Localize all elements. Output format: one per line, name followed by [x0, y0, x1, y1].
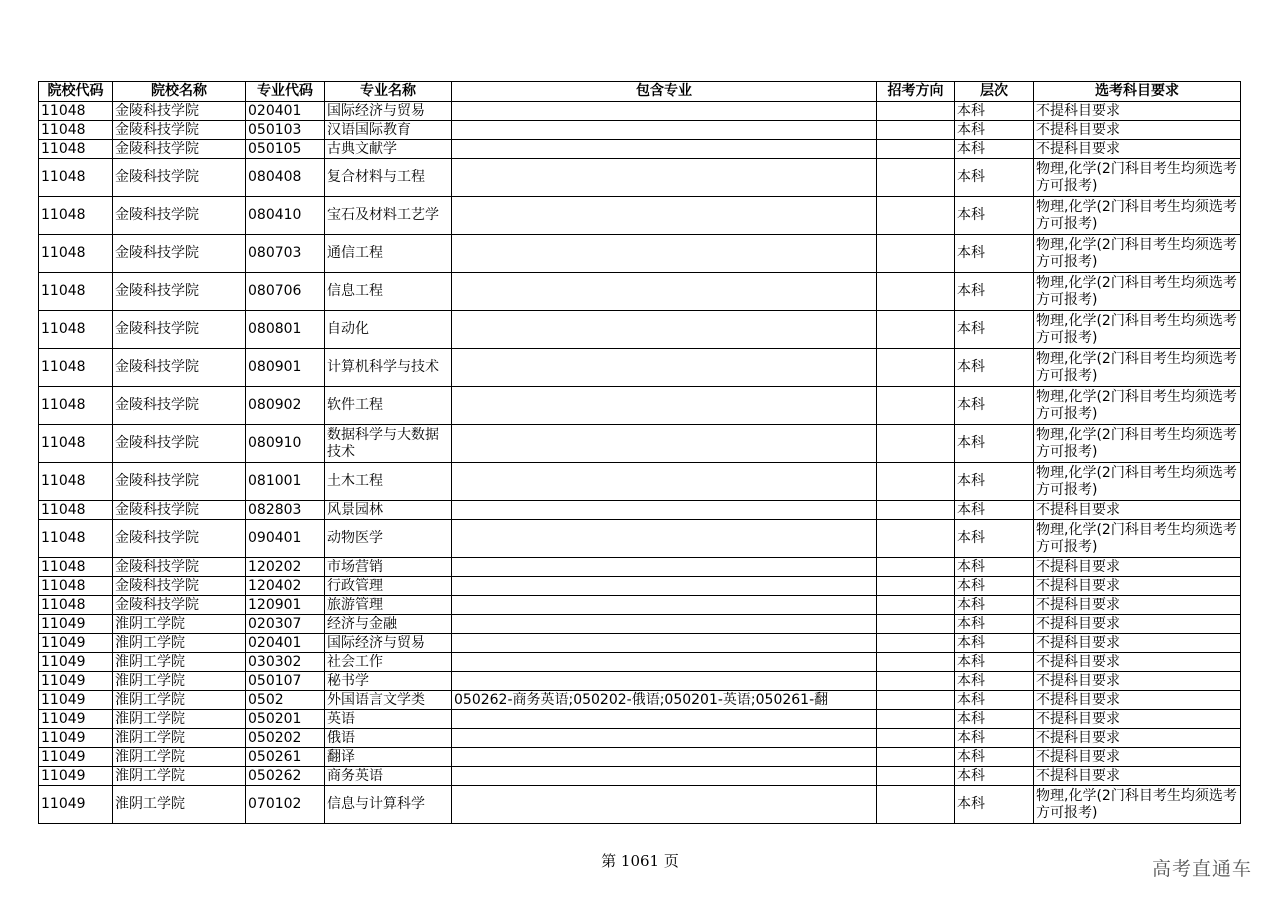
table-row	[39, 387, 1241, 425]
table-body	[39, 102, 1241, 824]
cell-school-name: 淮阴工学院	[113, 672, 246, 691]
cell-subject-requirement: 物理,化学(2门科目考生均须选考方可报考)	[1034, 159, 1241, 197]
cell-school-name: 淮阴工学院	[113, 786, 246, 824]
cell-included-majors	[452, 197, 877, 235]
cell-school-code: 11049	[39, 748, 113, 767]
cell-major-code: 050103	[246, 121, 325, 140]
cell-included-majors	[452, 311, 877, 349]
cell-level: 本科	[955, 463, 1034, 501]
cell-school-code: 11048	[39, 558, 113, 577]
cell-direction	[877, 197, 955, 235]
cell-level: 本科	[955, 235, 1034, 273]
cell-major-code: 120402	[246, 577, 325, 596]
cell-major-code: 050105	[246, 140, 325, 159]
cell-level: 本科	[955, 501, 1034, 520]
header-school-name: 院校名称	[113, 82, 246, 102]
cell-level: 本科	[955, 349, 1034, 387]
table-row	[39, 577, 1241, 596]
cell-subject-requirement: 物理,化学(2门科目考生均须选考方可报考)	[1034, 387, 1241, 425]
cell-school-name: 金陵科技学院	[113, 273, 246, 311]
cell-subject-requirement: 不提科目要求	[1034, 102, 1241, 121]
cell-included-majors	[452, 349, 877, 387]
table-row	[39, 349, 1241, 387]
cell-major-code: 080902	[246, 387, 325, 425]
cell-major-name: 信息工程	[325, 273, 452, 311]
cell-direction	[877, 140, 955, 159]
cell-major-name: 软件工程	[325, 387, 452, 425]
cell-level: 本科	[955, 786, 1034, 824]
cell-school-code: 11048	[39, 140, 113, 159]
cell-level: 本科	[955, 596, 1034, 615]
cell-direction	[877, 767, 955, 786]
cell-included-majors	[452, 159, 877, 197]
cell-level: 本科	[955, 748, 1034, 767]
cell-major-name: 国际经济与贸易	[325, 102, 452, 121]
cell-included-majors	[452, 672, 877, 691]
cell-school-name: 金陵科技学院	[113, 235, 246, 273]
cell-school-code: 11049	[39, 710, 113, 729]
cell-included-majors	[452, 501, 877, 520]
cell-major-code: 070102	[246, 786, 325, 824]
cell-school-code: 11049	[39, 729, 113, 748]
cell-included-majors	[452, 463, 877, 501]
cell-direction	[877, 273, 955, 311]
cell-school-name: 金陵科技学院	[113, 463, 246, 501]
cell-school-name: 金陵科技学院	[113, 121, 246, 140]
cell-major-code: 080408	[246, 159, 325, 197]
cell-direction	[877, 729, 955, 748]
header-subject-requirement: 选考科目要求	[1034, 82, 1241, 102]
cell-major-name: 古典文献学	[325, 140, 452, 159]
cell-major-name: 秘书学	[325, 672, 452, 691]
cell-major-name: 外国语言文学类	[325, 691, 452, 710]
cell-major-name: 计算机科学与技术	[325, 349, 452, 387]
cell-major-code: 120901	[246, 596, 325, 615]
cell-school-name: 金陵科技学院	[113, 520, 246, 558]
table-row	[39, 235, 1241, 273]
cell-school-name: 金陵科技学院	[113, 387, 246, 425]
table-row	[39, 311, 1241, 349]
cell-level: 本科	[955, 273, 1034, 311]
cell-subject-requirement: 物理,化学(2门科目考生均须选考方可报考)	[1034, 311, 1241, 349]
cell-major-code: 080910	[246, 425, 325, 463]
cell-school-name: 金陵科技学院	[113, 577, 246, 596]
table-row	[39, 634, 1241, 653]
cell-school-code: 11048	[39, 425, 113, 463]
cell-subject-requirement: 不提科目要求	[1034, 672, 1241, 691]
cell-school-code: 11048	[39, 102, 113, 121]
cell-major-name: 复合材料与工程	[325, 159, 452, 197]
cell-level: 本科	[955, 311, 1034, 349]
table-row	[39, 596, 1241, 615]
cell-direction	[877, 596, 955, 615]
cell-direction	[877, 634, 955, 653]
cell-direction	[877, 577, 955, 596]
cell-direction	[877, 463, 955, 501]
cell-major-code: 080703	[246, 235, 325, 273]
cell-major-code: 080801	[246, 311, 325, 349]
cell-subject-requirement: 物理,化学(2门科目考生均须选考方可报考)	[1034, 349, 1241, 387]
header-level: 层次	[955, 82, 1034, 102]
cell-major-code: 030302	[246, 653, 325, 672]
cell-level: 本科	[955, 615, 1034, 634]
watermark-logo-text: 高考直通车	[1151, 858, 1252, 880]
cell-school-code: 11049	[39, 691, 113, 710]
cell-major-code: 050202	[246, 729, 325, 748]
cell-level: 本科	[955, 140, 1034, 159]
cell-subject-requirement: 物理,化学(2门科目考生均须选考方可报考)	[1034, 197, 1241, 235]
cell-major-name: 英语	[325, 710, 452, 729]
table-row	[39, 102, 1241, 121]
cell-major-code: 120202	[246, 558, 325, 577]
cell-direction	[877, 311, 955, 349]
cell-major-name: 经济与金融	[325, 615, 452, 634]
cell-school-code: 11049	[39, 672, 113, 691]
header-major-name: 专业名称	[325, 82, 452, 102]
cell-included-majors	[452, 634, 877, 653]
cell-level: 本科	[955, 197, 1034, 235]
header-included-majors: 包含专业	[452, 82, 877, 102]
cell-direction	[877, 691, 955, 710]
cell-subject-requirement: 不提科目要求	[1034, 577, 1241, 596]
header-school-code: 院校代码	[39, 82, 113, 102]
cell-major-name: 动物医学	[325, 520, 452, 558]
table-row	[39, 710, 1241, 729]
cell-school-code: 11048	[39, 349, 113, 387]
cell-school-name: 金陵科技学院	[113, 311, 246, 349]
cell-major-name: 数据科学与大数据技术	[325, 425, 452, 463]
cell-school-code: 11049	[39, 634, 113, 653]
table-row	[39, 197, 1241, 235]
cell-subject-requirement: 物理,化学(2门科目考生均须选考方可报考)	[1034, 520, 1241, 558]
cell-major-code: 082803	[246, 501, 325, 520]
cell-major-code: 050261	[246, 748, 325, 767]
cell-major-name: 翻译	[325, 748, 452, 767]
cell-major-name: 宝石及材料工艺学	[325, 197, 452, 235]
cell-direction	[877, 653, 955, 672]
table-row	[39, 273, 1241, 311]
cell-direction	[877, 425, 955, 463]
cell-included-majors	[452, 235, 877, 273]
cell-school-code: 11048	[39, 501, 113, 520]
cell-included-majors	[452, 558, 877, 577]
cell-level: 本科	[955, 767, 1034, 786]
cell-included-majors: 050262-商务英语;050202-俄语;050201-英语;050261-翻	[452, 691, 877, 710]
cell-major-code: 090401	[246, 520, 325, 558]
cell-major-code: 020401	[246, 634, 325, 653]
table-row	[39, 672, 1241, 691]
table-row	[39, 501, 1241, 520]
cell-school-name: 金陵科技学院	[113, 159, 246, 197]
cell-school-name: 金陵科技学院	[113, 349, 246, 387]
cell-direction	[877, 159, 955, 197]
table-row	[39, 786, 1241, 824]
cell-school-name: 金陵科技学院	[113, 425, 246, 463]
cell-level: 本科	[955, 710, 1034, 729]
cell-school-code: 11048	[39, 311, 113, 349]
cell-school-name: 金陵科技学院	[113, 102, 246, 121]
cell-major-code: 050107	[246, 672, 325, 691]
cell-included-majors	[452, 786, 877, 824]
cell-major-code: 020401	[246, 102, 325, 121]
cell-included-majors	[452, 387, 877, 425]
cell-major-name: 信息与计算科学	[325, 786, 452, 824]
cell-school-code: 11049	[39, 615, 113, 634]
cell-school-code: 11049	[39, 767, 113, 786]
cell-included-majors	[452, 520, 877, 558]
cell-direction	[877, 672, 955, 691]
cell-direction	[877, 520, 955, 558]
cell-included-majors	[452, 577, 877, 596]
cell-direction	[877, 501, 955, 520]
cell-school-code: 11048	[39, 121, 113, 140]
cell-major-code: 050262	[246, 767, 325, 786]
table-row	[39, 767, 1241, 786]
cell-subject-requirement: 不提科目要求	[1034, 121, 1241, 140]
cell-included-majors	[452, 653, 877, 672]
table-row	[39, 425, 1241, 463]
cell-subject-requirement: 不提科目要求	[1034, 710, 1241, 729]
cell-major-name: 俄语	[325, 729, 452, 748]
cell-included-majors	[452, 748, 877, 767]
cell-major-name: 土木工程	[325, 463, 452, 501]
cell-school-code: 11048	[39, 273, 113, 311]
cell-direction	[877, 102, 955, 121]
cell-major-name: 自动化	[325, 311, 452, 349]
cell-included-majors	[452, 596, 877, 615]
table-row	[39, 615, 1241, 634]
cell-subject-requirement: 不提科目要求	[1034, 140, 1241, 159]
cell-included-majors	[452, 767, 877, 786]
cell-subject-requirement: 物理,化学(2门科目考生均须选考方可报考)	[1034, 425, 1241, 463]
cell-subject-requirement: 不提科目要求	[1034, 501, 1241, 520]
cell-subject-requirement: 物理,化学(2门科目考生均须选考方可报考)	[1034, 463, 1241, 501]
cell-major-name: 市场营销	[325, 558, 452, 577]
table-row	[39, 558, 1241, 577]
cell-level: 本科	[955, 729, 1034, 748]
cell-school-code: 11048	[39, 596, 113, 615]
cell-school-name: 淮阴工学院	[113, 729, 246, 748]
cell-included-majors	[452, 710, 877, 729]
cell-level: 本科	[955, 121, 1034, 140]
cell-included-majors	[452, 140, 877, 159]
cell-school-name: 金陵科技学院	[113, 197, 246, 235]
cell-level: 本科	[955, 634, 1034, 653]
cell-direction	[877, 235, 955, 273]
cell-school-code: 11048	[39, 387, 113, 425]
cell-major-name: 社会工作	[325, 653, 452, 672]
cell-subject-requirement: 物理,化学(2门科目考生均须选考方可报考)	[1034, 273, 1241, 311]
cell-direction	[877, 349, 955, 387]
table-row	[39, 729, 1241, 748]
page-number: 第 1061 页	[601, 852, 679, 870]
table-row	[39, 121, 1241, 140]
table-row	[39, 463, 1241, 501]
cell-school-code: 11048	[39, 235, 113, 273]
header-row	[39, 82, 1241, 102]
cell-school-name: 淮阴工学院	[113, 710, 246, 729]
cell-subject-requirement: 物理,化学(2门科目考生均须选考方可报考)	[1034, 786, 1241, 824]
cell-level: 本科	[955, 159, 1034, 197]
cell-school-name: 淮阴工学院	[113, 634, 246, 653]
cell-subject-requirement: 不提科目要求	[1034, 653, 1241, 672]
cell-included-majors	[452, 273, 877, 311]
cell-school-name: 淮阴工学院	[113, 767, 246, 786]
cell-direction	[877, 387, 955, 425]
cell-school-code: 11048	[39, 159, 113, 197]
cell-major-name: 国际经济与贸易	[325, 634, 452, 653]
cell-school-code: 11048	[39, 197, 113, 235]
cell-school-code: 11049	[39, 653, 113, 672]
cell-direction	[877, 748, 955, 767]
cell-subject-requirement: 物理,化学(2门科目考生均须选考方可报考)	[1034, 235, 1241, 273]
cell-level: 本科	[955, 672, 1034, 691]
cell-direction	[877, 558, 955, 577]
admission-table	[38, 81, 1241, 824]
table-row	[39, 653, 1241, 672]
cell-school-name: 金陵科技学院	[113, 501, 246, 520]
cell-level: 本科	[955, 425, 1034, 463]
cell-major-code: 0502	[246, 691, 325, 710]
header-direction: 招考方向	[877, 82, 955, 102]
cell-direction	[877, 121, 955, 140]
cell-school-name: 淮阴工学院	[113, 653, 246, 672]
cell-school-name: 淮阴工学院	[113, 691, 246, 710]
table-row	[39, 140, 1241, 159]
cell-level: 本科	[955, 577, 1034, 596]
table-row	[39, 691, 1241, 710]
cell-included-majors	[452, 425, 877, 463]
cell-subject-requirement: 不提科目要求	[1034, 558, 1241, 577]
cell-school-name: 金陵科技学院	[113, 140, 246, 159]
cell-major-code: 081001	[246, 463, 325, 501]
cell-level: 本科	[955, 520, 1034, 558]
cell-direction	[877, 615, 955, 634]
cell-major-name: 风景园林	[325, 501, 452, 520]
cell-subject-requirement: 不提科目要求	[1034, 767, 1241, 786]
table-row	[39, 748, 1241, 767]
cell-major-name: 行政管理	[325, 577, 452, 596]
cell-school-code: 11048	[39, 520, 113, 558]
cell-school-name: 金陵科技学院	[113, 558, 246, 577]
cell-subject-requirement: 不提科目要求	[1034, 748, 1241, 767]
cell-school-name: 淮阴工学院	[113, 748, 246, 767]
cell-major-code: 020307	[246, 615, 325, 634]
cell-subject-requirement: 不提科目要求	[1034, 691, 1241, 710]
cell-school-code: 11049	[39, 786, 113, 824]
header-major-code: 专业代码	[246, 82, 325, 102]
cell-major-name: 汉语国际教育	[325, 121, 452, 140]
cell-level: 本科	[955, 653, 1034, 672]
cell-level: 本科	[955, 558, 1034, 577]
cell-direction	[877, 710, 955, 729]
cell-subject-requirement: 不提科目要求	[1034, 615, 1241, 634]
cell-school-name: 淮阴工学院	[113, 615, 246, 634]
cell-major-code: 080706	[246, 273, 325, 311]
cell-subject-requirement: 不提科目要求	[1034, 596, 1241, 615]
cell-major-name: 商务英语	[325, 767, 452, 786]
table-row	[39, 159, 1241, 197]
cell-school-code: 11048	[39, 577, 113, 596]
table-row	[39, 520, 1241, 558]
cell-included-majors	[452, 729, 877, 748]
cell-included-majors	[452, 615, 877, 634]
cell-level: 本科	[955, 691, 1034, 710]
cell-major-name: 通信工程	[325, 235, 452, 273]
cell-major-name: 旅游管理	[325, 596, 452, 615]
cell-subject-requirement: 不提科目要求	[1034, 634, 1241, 653]
cell-major-code: 080901	[246, 349, 325, 387]
cell-included-majors	[452, 102, 877, 121]
cell-school-name: 金陵科技学院	[113, 596, 246, 615]
cell-major-code: 050201	[246, 710, 325, 729]
cell-major-code: 080410	[246, 197, 325, 235]
cell-subject-requirement: 不提科目要求	[1034, 729, 1241, 748]
cell-included-majors	[452, 121, 877, 140]
cell-direction	[877, 786, 955, 824]
cell-school-code: 11048	[39, 463, 113, 501]
cell-level: 本科	[955, 387, 1034, 425]
cell-level: 本科	[955, 102, 1034, 121]
